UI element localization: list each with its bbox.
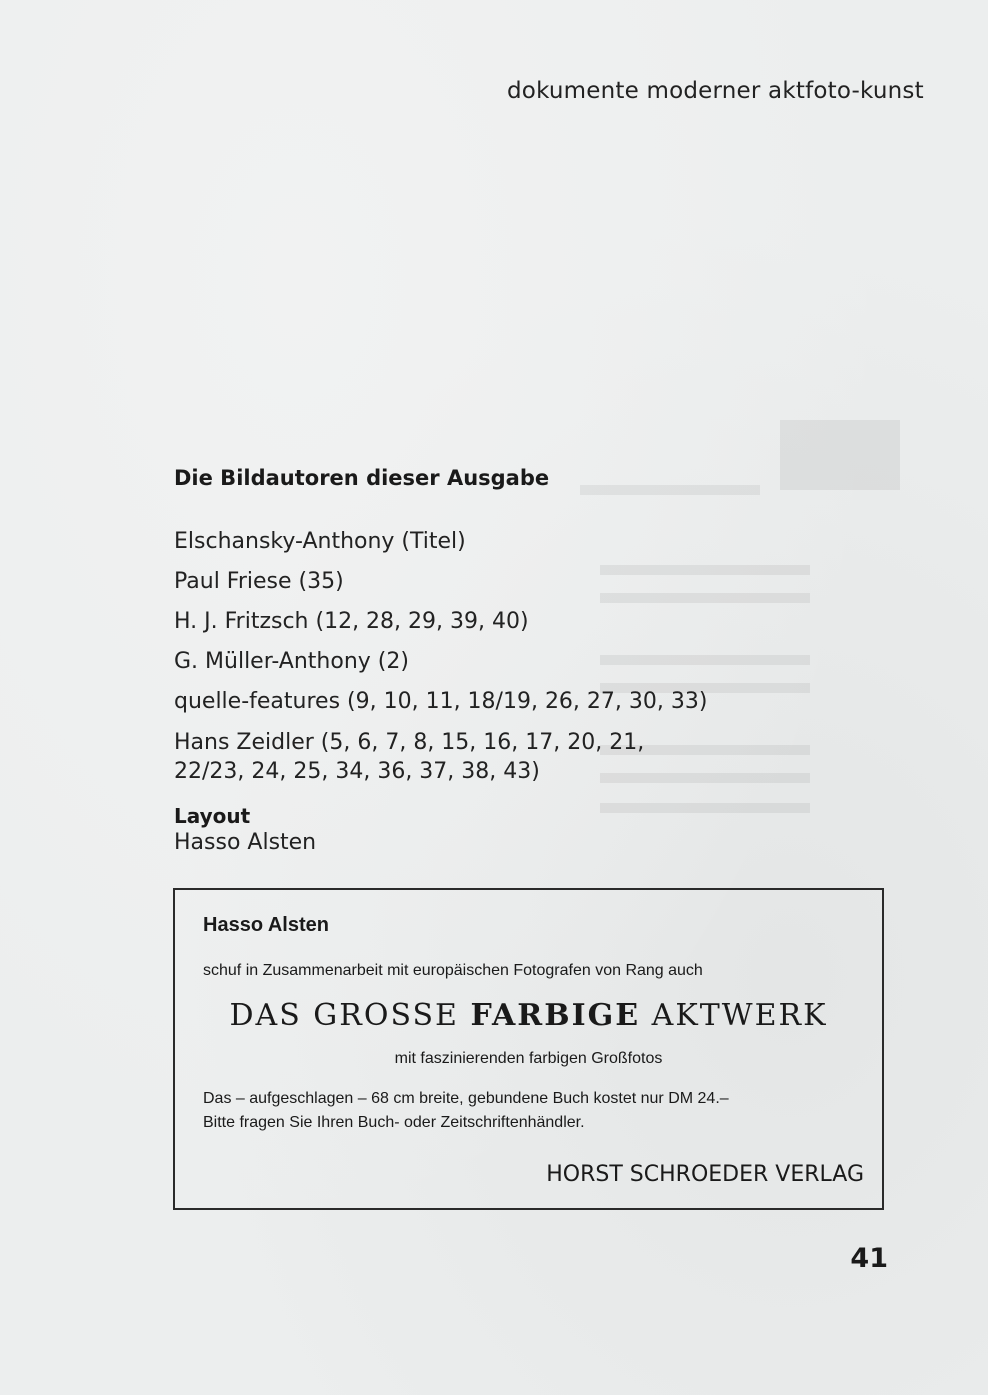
ad-ask-line: Bitte fragen Sie Ihren Buch- oder Zeitschriftenhändler. <box>203 1114 585 1131</box>
credit-line: quelle-features (9, 10, 11, 18/19, 26, 27, 30, 33) <box>174 689 708 714</box>
ad-headline-part: AKTWERK <box>651 998 828 1033</box>
layout-credit: Hasso Alsten <box>174 830 317 855</box>
credits-list <box>174 522 734 786</box>
ad-headline-part: DAS GROSSE <box>229 998 459 1033</box>
credits-heading: Die Bildautoren dieser Ausgabe <box>174 466 550 490</box>
ad-subline: mit faszinierenden farbigen Großfotos <box>394 1050 663 1067</box>
ad-publisher: HORST SCHROEDER VERLAG <box>546 1162 864 1187</box>
book-advertisement <box>173 888 884 1210</box>
credit-line: Paul Friese (35) <box>174 569 344 594</box>
layout-heading: Layout <box>174 804 251 828</box>
ad-price-line: Das – aufgeschlagen – 68 cm breite, gebundene Buch kostet nur DM 24.– <box>203 1090 729 1107</box>
credit-line: Elschansky-Anthony (Titel) <box>174 529 466 554</box>
series-title: dokumente moderner aktfoto-kunst <box>507 78 924 104</box>
ad-headline-part: FARBIGE <box>470 998 641 1033</box>
credit-line: G. Müller-Anthony (2) <box>174 649 409 674</box>
ad-headline <box>175 998 882 1033</box>
credit-line: H. J. Fritzsch (12, 28, 29, 39, 40) <box>174 609 529 634</box>
ad-intro-text: schuf in Zusammenarbeit mit europäischen Fotografen von Rang auch <box>203 962 703 979</box>
page-number: 41 <box>850 1243 888 1274</box>
credit-line: Hans Zeidler (5, 6, 7, 8, 15, 16, 17, 20, 21, 22/23, 24, 25, 34, 36, 37, 38, 43) <box>174 730 645 784</box>
ad-author-name: Hasso Alsten <box>203 914 329 936</box>
